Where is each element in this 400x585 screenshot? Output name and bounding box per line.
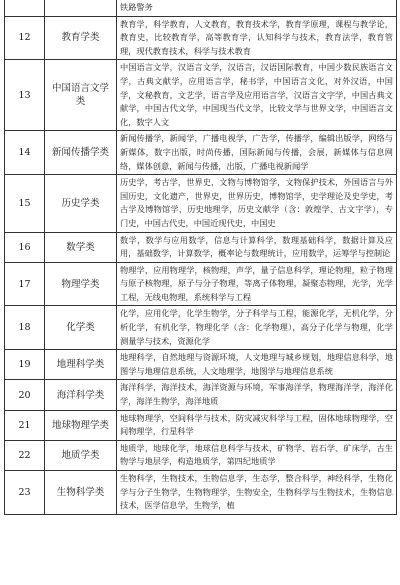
cell-category: 新闻传播学类 bbox=[45, 131, 117, 175]
table-row bbox=[5, 471, 397, 515]
cell-number: 21 bbox=[5, 410, 45, 440]
cell-number: 18 bbox=[5, 306, 45, 350]
cell-category: 地理科学类 bbox=[45, 350, 117, 380]
cell-majors: 新闻传播学，新闻学，广播电视学，广告学，传播学，编辑出版学，网络与新媒体，数字出版，时尚传播，国际新闻与传播，会展，新媒体与信息网络，媒体创意，新闻与传播，出版，广播电视新闻学 bbox=[117, 131, 397, 175]
document-page bbox=[4, 0, 396, 515]
cell-number: 22 bbox=[5, 440, 45, 470]
cell-number: 13 bbox=[5, 60, 45, 131]
cell-category: 数学类 bbox=[45, 232, 117, 262]
cell-category: 化学类 bbox=[45, 306, 117, 350]
cell-majors: 化学，应用化学，化学生物学，分子科学与工程，能源化学，无机化学，分析化学，有机化学，物理化学（含：化学物理），高分子化学与物理，化学测量学与技术，资源化学 bbox=[117, 306, 397, 350]
table-row bbox=[5, 410, 397, 440]
table-row bbox=[5, 440, 397, 470]
cell-number: 15 bbox=[5, 175, 45, 232]
cell-category: 历史学类 bbox=[45, 175, 117, 232]
table-row bbox=[5, 262, 397, 306]
cell-category: 物理学类 bbox=[45, 262, 117, 306]
table-row-continued bbox=[5, 0, 397, 16]
cell-majors: 地质学，地球化学，地球信息科学与技术，矿物学、岩石学、矿床学，古生物学与地层学，构造地质学，第四纪地质学 bbox=[117, 440, 397, 470]
cell-number: 14 bbox=[5, 131, 45, 175]
cell-majors: 教育学，科学教育，人文教育，教育技术学，教育学原理，课程与教学论，教育史，比较教育学，高等教育学，认知科学与技术，教育法学，教育管理，现代教育技术，科学与技术教育 bbox=[117, 16, 397, 60]
cell-majors: 历史学，考古学，世界史，文物与博物馆学，文物保护技术，外国语言与外国历史，文化遗产，世界史，世界历史，博物馆学，史学理论及史学史，考古学及博物馆学，历史地理学，历史文献学（含：敦煌学、古文字学），专门史，中国古代史，中国近现代史，中国史 bbox=[117, 175, 397, 232]
table-body bbox=[5, 0, 397, 514]
table-row bbox=[5, 131, 397, 175]
cell-number: 16 bbox=[5, 232, 45, 262]
cell-category: 地球物理学类 bbox=[45, 410, 117, 440]
table-row bbox=[5, 306, 397, 350]
cell-empty bbox=[45, 0, 117, 16]
cell-category: 中国语言文学类 bbox=[45, 60, 117, 131]
table-row bbox=[5, 175, 397, 232]
cell-majors: 海洋科学，海洋技术，海洋资源与环境，军事海洋学，物理海洋学，海洋化学，海洋生物学，海洋地质 bbox=[117, 380, 397, 410]
cell-number: 23 bbox=[5, 471, 45, 515]
cell-category: 生物科学类 bbox=[45, 471, 117, 515]
cell-majors: 生物科学，生物技术，生物信息学，生态学，整合科学，神经科学，生物化学与分子生物学，生物物理学，生物安全，生物科学与生物技术，生物信息技术，医学信息学，生物学，植 bbox=[117, 471, 397, 515]
cell-category: 教育学类 bbox=[45, 16, 117, 60]
major-category-table bbox=[4, 0, 397, 515]
table-row bbox=[5, 232, 397, 262]
table-row bbox=[5, 380, 397, 410]
table-row bbox=[5, 16, 397, 60]
cell-empty bbox=[5, 0, 45, 16]
cell-majors: 物理学，应用物理学，核物理，声学，量子信息科学，理论物理，粒子物理与原子核物理，原子与分子物理，等离子体物理，凝聚态物理，光学，光学工程，无线电物理，系统科学与工程 bbox=[117, 262, 397, 306]
cell-number: 17 bbox=[5, 262, 45, 306]
table-row bbox=[5, 350, 397, 380]
cell-number: 12 bbox=[5, 16, 45, 60]
cell-majors: 地理科学，自然地理与资源环境，人文地理与城乡规划，地理信息科学，地图学与地理信息系统，人文地理学，地图学与地理信息系统 bbox=[117, 350, 397, 380]
cell-category: 海洋科学类 bbox=[45, 380, 117, 410]
cell-majors-continued: 铁路警务 bbox=[117, 0, 397, 16]
cell-number: 20 bbox=[5, 380, 45, 410]
cell-majors: 地球物理学，空间科学与技术，防灾减灾科学与工程，固体地球物理学，空间物理学，行星科学 bbox=[117, 410, 397, 440]
cell-majors: 数学，数学与应用数学，信息与计算科学，数理基础科学，数据计算及应用，基础数学，计算数学，概率论与数理统计，应用数学，运筹学与控制论 bbox=[117, 232, 397, 262]
cell-category: 地质学类 bbox=[45, 440, 117, 470]
table-row bbox=[5, 60, 397, 131]
cell-number: 19 bbox=[5, 350, 45, 380]
cell-majors: 中国语言文学，汉语言文学，汉语言，汉语国际教育，中国少数民族语言文学，古典文献学，应用语言学，秘书学，中国语言文化，对外汉语，中国学，文秘教育，文艺学，语言学及应用语言学，汉语言文字学，中国古典文献学，中国古代文学，中国现当代文学，比较文学与世界文学，中国语言文化，数字人文 bbox=[117, 60, 397, 131]
